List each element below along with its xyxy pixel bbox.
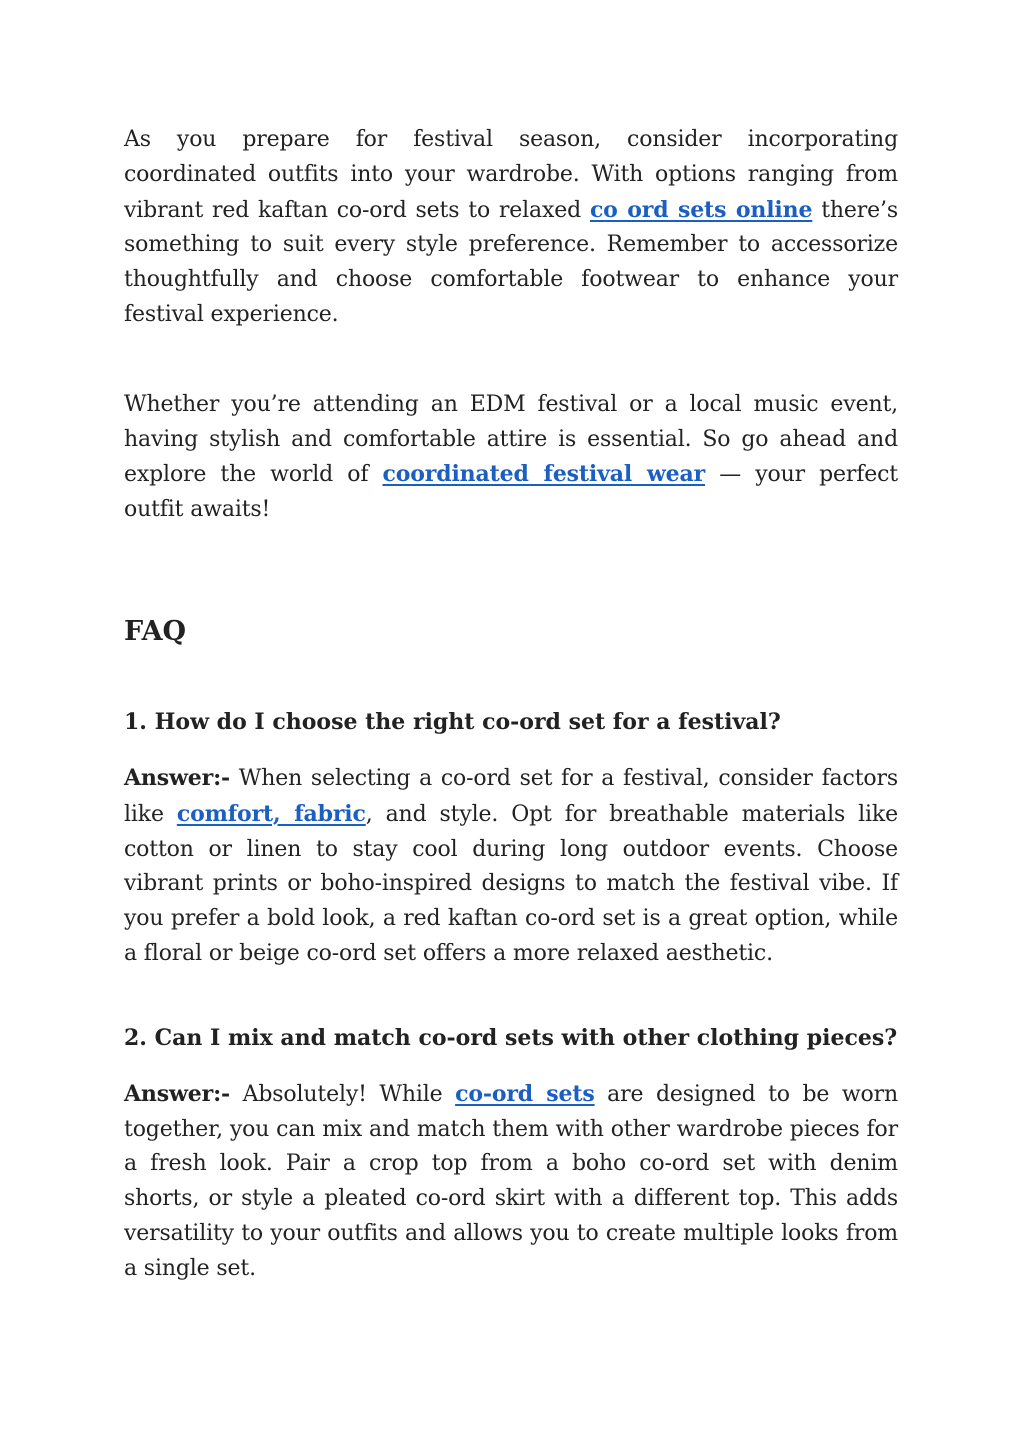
- faq-question-1: 1. How do I choose the right co-ord set for a festival?: [124, 708, 781, 735]
- intro-text-start: As you prepare for festival season, consider incorporating coordinated outfits into your wardrobe. With options ranging from vibrant red kaftan co-ord sets to relaxed: [124, 127, 898, 223]
- co-ord-sets-online-link[interactable]: co ord sets online: [589, 196, 813, 223]
- answer-1-text-end: , and style. Opt for breathable materials like cotton or linen to stay cool during long outdoor events. Choose vibrant prints or boho-inspired designs to match the festival vibe. If you prefer a bold look, a red kaftan co-ord set is a great option, while a floral or beige co-ord set offers a more relaxed aesthetic.: [124, 801, 898, 966]
- faq-answer-2: [124, 1077, 898, 1287]
- faq-heading: FAQ: [124, 615, 187, 647]
- closing-paragraph: [124, 388, 898, 528]
- co-ord-sets-link[interactable]: co-ord sets: [455, 1080, 595, 1107]
- faq-answer-1: [124, 761, 898, 972]
- answer-label: Answer:-: [124, 764, 231, 791]
- intro-paragraph: [124, 123, 898, 333]
- answer-2-text-start: Absolutely! While: [230, 1081, 456, 1107]
- closing-text-start: Whether you’re attending an EDM festival or a local music event, having stylish and comfortable attire is essential. So go ahead and explore the world of: [124, 391, 898, 488]
- coordinated-festival-wear-link[interactable]: coordinated festival wear: [382, 461, 706, 488]
- faq-question-2: 2. Can I mix and match co-ord sets with other clothing pieces?: [124, 1024, 898, 1051]
- document-page: [124, 118, 898, 1287]
- answer-1-text-start: When selecting a co-ord set for a festival, consider factors like: [124, 765, 898, 827]
- closing-text-end: — your perfect outfit awaits!: [124, 462, 898, 523]
- answer-2-text-end: are designed to be worn together, you can mix and match them with other wardrobe pieces for a fresh look. Pair a crop top from a boho co-ord set with denim shorts, or style a pleated co-ord skirt with a different top. This adds versatility to your outfits and allows you to create multiple looks from a single set.: [124, 1081, 898, 1281]
- comfort-fabric-link[interactable]: comfort, fabric: [176, 800, 366, 827]
- intro-text-end: there’s something to suit every style preference. Remember to accessorize thoughtfully and choose comfortable footwear to enhance your festival experience.: [124, 197, 898, 327]
- answer-label: Answer:-: [124, 1080, 231, 1107]
